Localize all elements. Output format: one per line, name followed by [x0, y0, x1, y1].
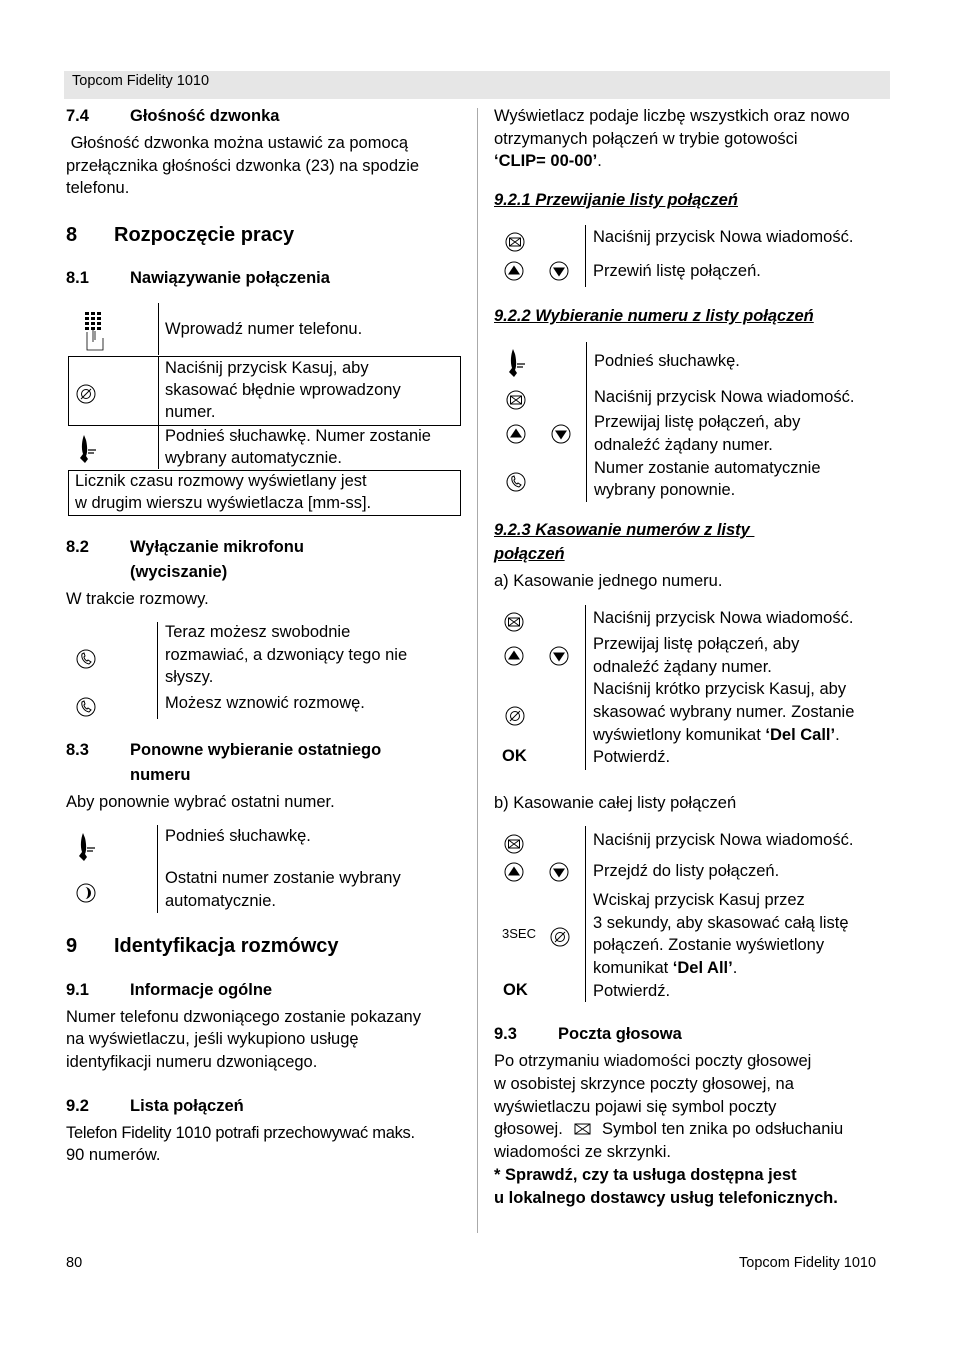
step-text: wybrany automatycznie. [165, 449, 342, 467]
text-run: wyświetlony komunikat [593, 726, 766, 744]
handset-off-hook-icon [505, 348, 527, 378]
up-arrow-icon [506, 424, 526, 444]
table-border [460, 356, 461, 425]
table-divider [158, 356, 159, 469]
step-text: rozmawiać, a dzwoniący tego nie [165, 646, 408, 664]
punctuation: . [732, 959, 738, 977]
step-text: Możesz wznowić rozmowę. [165, 694, 365, 712]
step-text: Podnieś słuchawkę. [594, 352, 740, 370]
step-text: Teraz możesz swobodnie [165, 623, 351, 641]
note-text: w drugim wierszu wyświetlacza [mm-ss]. [75, 494, 372, 512]
table-border [68, 356, 69, 425]
column-divider [477, 108, 478, 1233]
section-8-1-number: 8.1 [66, 269, 89, 287]
ok-key-label: OK [502, 747, 527, 765]
table-divider [158, 303, 159, 355]
section-9-2-number: 9.2 [66, 1097, 89, 1115]
step-text: Naciśnij przycisk Nowa wiadomość. [593, 228, 854, 246]
note-text: Licznik czasu rozmowy wyświetlany jest [75, 472, 367, 490]
ok-key-label: OK [503, 981, 528, 999]
step-text: skasować błędnie wprowadzony [165, 381, 401, 399]
text-line: otrzymanych połączeń w trybie gotowości [494, 130, 798, 148]
text-line: Po otrzymaniu wiadomości poczty głosowej [494, 1052, 812, 1070]
step-text: Podnieś słuchawkę. [165, 827, 311, 845]
handset-off-hook-icon [75, 832, 97, 862]
text-line: Telefon Fidelity 1010 potrafi przechowywać maks. [66, 1124, 415, 1142]
section-8-3-title: Ponowne wybieranie ostatniego [130, 741, 382, 759]
delete-c-icon [505, 706, 525, 726]
down-arrow-icon [551, 424, 571, 444]
mute-phone-icon [76, 649, 96, 669]
step-text: Wprowadź numer telefonu. [165, 320, 363, 338]
step-text: Podnieś słuchawkę. Numer zostanie [165, 427, 431, 445]
clip-status-label: ‘CLIP= 00-00’ [494, 152, 598, 170]
step-text: Potwierdź. [593, 982, 671, 1000]
step-text: Naciśnij przycisk Kasuj, aby [165, 359, 369, 377]
step-text: Naciśnij krótko przycisk Kasuj, aby [593, 680, 847, 698]
step-text: Przewiń listę połączeń. [593, 262, 761, 280]
redial-icon [76, 883, 96, 903]
text-line: w osobistej skrzynce poczty głosowej, na [494, 1075, 794, 1093]
bold-note: * Sprawdź, czy ta usługa dostępna jest [494, 1166, 797, 1184]
table-divider [585, 605, 586, 770]
section-8-3-number: 8.3 [66, 741, 89, 759]
subheading-b: b) Kasowanie całej listy połączeń [494, 794, 737, 812]
text-line: przełącznika głośności dzwonka (23) na spodzie [66, 157, 420, 175]
text-line: 90 numerów. [66, 1146, 161, 1164]
bold-note: u lokalnego dostawcy usług telefonicznych. [494, 1189, 838, 1207]
section-9-2-title: Lista połączeń [130, 1097, 244, 1115]
keypad-icon [84, 312, 106, 354]
up-arrow-icon [504, 862, 524, 882]
step-text: Naciśnij przycisk Nowa wiadomość. [594, 388, 855, 406]
text-line: wyświetlaczu pojawi się symbol poczty [494, 1098, 777, 1116]
table-divider [157, 622, 158, 719]
three-seconds-label: 3SEC [502, 926, 536, 941]
section-7-4-number: 7.4 [66, 107, 89, 125]
table-border [460, 470, 461, 516]
text-line: Wyświetlacz podaje liczbę wszystkich oraz nowo [494, 107, 850, 125]
down-arrow-icon [549, 646, 569, 666]
step-text: Wciskaj przycisk Kasuj przez [593, 891, 805, 909]
section-9-1-number: 9.1 [66, 981, 89, 999]
step-text: Przejdź do listy połączeń. [593, 862, 780, 880]
step-text: 3 sekundy, aby skasować całą listę [593, 914, 849, 932]
step-text: słyszy. [165, 668, 214, 686]
section-8-3-title-line2: numeru [130, 766, 191, 784]
section-7-4-title: Głośność dzwonka [130, 107, 280, 125]
new-message-envelope-icon [506, 390, 526, 410]
down-arrow-icon [549, 261, 569, 281]
intro-text: W trakcie rozmowy. [66, 590, 209, 608]
text-line: wiadomości ze skrzynki. [494, 1143, 671, 1161]
table-border [68, 515, 461, 516]
del-all-message: ‘Del All’ [672, 959, 733, 977]
step-text: Naciśnij przycisk Nowa wiadomość. [593, 609, 854, 627]
chapter-8-number: 8 [66, 224, 78, 246]
step-text: skasować wybrany numer. Zostanie [593, 703, 855, 721]
section-9-3-title: Poczta głosowa [558, 1025, 682, 1043]
step-text: odnaleźć żądany numer. [594, 436, 773, 454]
text-line: telefonu. [66, 179, 130, 197]
step-text: automatycznie. [165, 892, 276, 910]
step-text: Przewijaj listę połączeń, aby [594, 413, 801, 431]
talk-icon [506, 472, 526, 492]
section-9-3-number: 9.3 [494, 1025, 517, 1043]
text-line: na wyświetlaczu, jeśli wykupiono usługę [66, 1030, 359, 1048]
step-text: połączeń. Zostanie wyświetlony [593, 936, 825, 954]
up-arrow-icon [504, 646, 524, 666]
header-title: Topcom Fidelity 1010 [72, 73, 210, 89]
step-text: Ostatni numer zostanie wybrany [165, 869, 401, 887]
up-arrow-icon [504, 261, 524, 281]
chapter-9-number: 9 [66, 935, 78, 957]
table-divider [585, 225, 586, 287]
new-message-envelope-icon [505, 232, 525, 252]
delete-c-icon [550, 927, 570, 947]
handset-off-hook-icon [76, 434, 98, 464]
section-8-2-number: 8.2 [66, 538, 89, 556]
intro-text: Aby ponownie wybrać ostatni numer. [66, 793, 335, 811]
text-line: głosowej. [494, 1120, 563, 1138]
text-line: Głośność dzwonka można ustawić za pomocą [66, 134, 409, 152]
step-text: odnaleźć żądany numer. [593, 658, 772, 676]
text-run: komunikat [593, 959, 673, 977]
text-line: Symbol ten znika po odsłuchaniu [602, 1120, 844, 1138]
section-9-2-2-title: 9.2.2 Wybieranie numeru z listy połączeń [494, 307, 814, 325]
step-text: wybrany ponownie. [594, 481, 736, 499]
step-text [593, 724, 840, 747]
chapter-9-title: Identyfikacja rozmówcy [114, 935, 339, 957]
step-text: numer. [165, 403, 216, 421]
table-divider [585, 826, 586, 1002]
section-9-2-3-title: 9.2.3 Kasowanie numerów z listy [494, 521, 755, 539]
table-border [68, 470, 69, 516]
section-9-2-3-title-line2: połączeń [494, 545, 565, 563]
section-8-2-title-line2: (wyciszanie) [130, 563, 228, 581]
delete-c-icon [76, 384, 96, 404]
section-9-2-1-title: 9.2.1 Przewijanie listy połączeń [494, 191, 738, 209]
section-9-1-title: Informacje ogólne [130, 981, 273, 999]
step-text: Potwierdź. [593, 748, 671, 766]
step-text: Naciśnij przycisk Nowa wiadomość. [593, 831, 854, 849]
table-divider [157, 825, 158, 913]
chapter-8-title: Rozpoczęcie pracy [114, 224, 295, 246]
new-message-envelope-icon [504, 834, 524, 854]
del-call-message: ‘Del Call’ [765, 726, 836, 744]
down-arrow-icon [549, 862, 569, 882]
mute-phone-icon [76, 697, 96, 717]
section-8-1-title: Nawiązywanie połączenia [130, 269, 330, 287]
table-divider [586, 342, 587, 502]
step-text: Numer zostanie automatycznie [594, 459, 821, 477]
text-line: identyfikacji numeru dzwoniącego. [66, 1053, 318, 1071]
punctuation: . [597, 152, 602, 170]
voicemail-envelope-icon [574, 1122, 592, 1136]
step-text [593, 957, 737, 980]
section-8-2-title: Wyłączanie mikrofonu [130, 538, 304, 556]
step-text: Przewijaj listę połączeń, aby [593, 635, 800, 653]
footer-title: Topcom Fidelity 1010 [739, 1255, 877, 1271]
text-line [494, 150, 602, 173]
punctuation: . [835, 726, 840, 744]
page-number: 80 [66, 1255, 83, 1271]
new-message-envelope-icon [504, 612, 524, 632]
text-line: Numer telefonu dzwoniącego zostanie pokazany [66, 1008, 421, 1026]
subheading-a: a) Kasowanie jednego numeru. [494, 572, 723, 590]
